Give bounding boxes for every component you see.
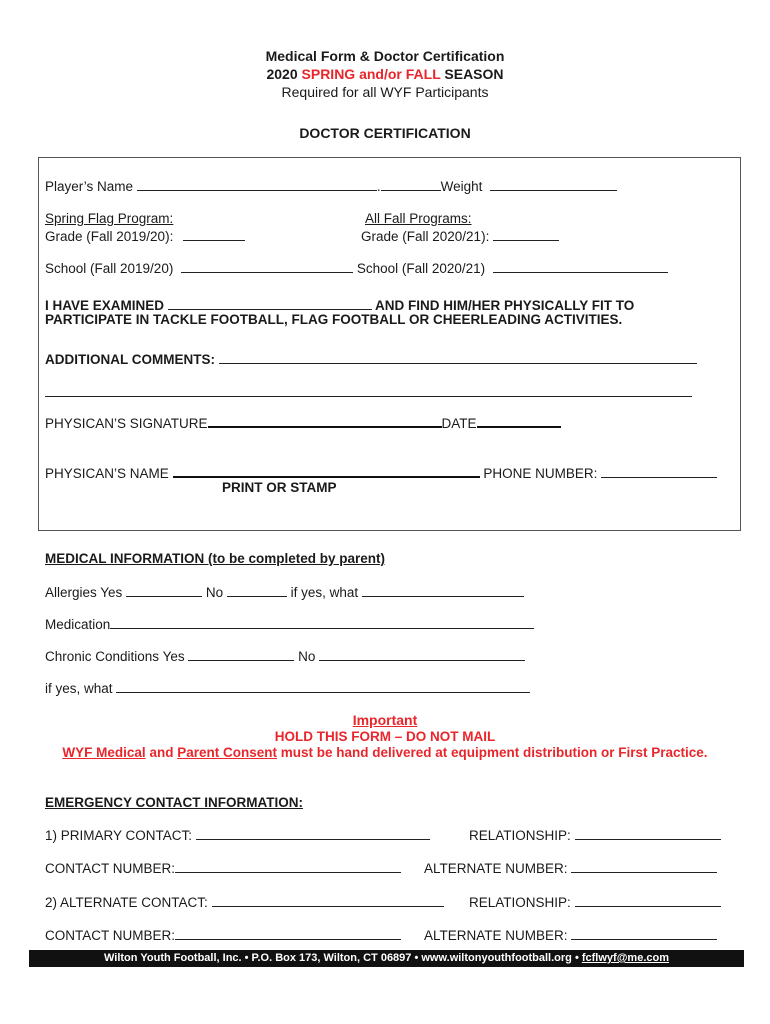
physician-name-label: PHYSICAN’S NAME [45, 466, 169, 481]
chronic-if-yes-row [45, 679, 530, 696]
weight-field[interactable] [490, 177, 617, 191]
print-or-stamp: PRINT OR STAMP [222, 480, 337, 495]
school-2-label: School (Fall 2020/21) [356, 261, 486, 276]
form-title: Medical Form & Doctor Certification [265, 48, 505, 64]
signature-label: PHYSICAN’S SIGNATURE [45, 416, 208, 431]
grade-spring-row [45, 227, 245, 244]
chronic-no-label: No [298, 649, 316, 664]
contact-number-1-label: CONTACT NUMBER: [45, 861, 176, 876]
examined-row [45, 296, 634, 313]
footer-bar [29, 950, 744, 967]
players-name-label: Player’s Name [45, 179, 134, 194]
phone-label: PHONE NUMBER: [483, 466, 598, 481]
parent-consent-text: Parent Consent [177, 745, 277, 760]
phone-field[interactable] [601, 464, 717, 478]
alternate-contact-row [45, 893, 444, 910]
medical-heading: MEDICAL INFORMATION (to be completed by parent) [45, 551, 386, 566]
allergies-no-label: No [205, 585, 224, 600]
hold-notice: HOLD THIS FORM – DO NOT MAIL [274, 729, 496, 744]
players-name-field[interactable] [137, 177, 377, 191]
date-label: DATE [441, 416, 477, 431]
grade-fall-field[interactable] [493, 227, 559, 241]
players-name-dot: . [376, 179, 381, 194]
school-1-field[interactable] [181, 259, 353, 273]
primary-contact-row [45, 826, 430, 843]
school-row [45, 259, 668, 276]
alternate-contact-label: 2) ALTERNATE CONTACT: [45, 895, 208, 910]
school-2-field[interactable] [493, 259, 668, 273]
examined-label-a: I HAVE EXAMINED [45, 298, 165, 313]
alternate-number-1-row [424, 859, 717, 876]
examined-label-b: AND FIND HIM/HER PHYSICALLY FIT TO [375, 298, 635, 313]
comments-row [45, 350, 697, 367]
grade-fall-row [361, 227, 559, 244]
season-prefix: 2020 [266, 66, 302, 82]
allergies-what-field[interactable] [362, 583, 524, 597]
relationship-2-field[interactable] [575, 893, 721, 907]
footer-email-link[interactable]: fcflwyf@me.com [581, 952, 669, 964]
grade-fall-label: Grade (Fall 2020/21): [361, 229, 490, 244]
signature-row [45, 413, 561, 431]
allergies-no-field[interactable] [227, 583, 287, 597]
contact-number-2-field[interactable] [175, 926, 401, 940]
emergency-heading: EMERGENCY CONTACT INFORMATION: [45, 795, 303, 810]
examined-label-c: PARTICIPATE IN TACKLE FOOTBALL, FLAG FOOTBALL OR CHEERLEADING ACTIVITIES. [45, 312, 623, 327]
relationship-1-row [469, 826, 721, 843]
chronic-no-field[interactable] [319, 647, 525, 661]
season-line [0, 66, 770, 82]
contact-number-2-row [45, 926, 401, 943]
footer-text: Wilton Youth Football, Inc. • P.O. Box 173, Wilton, CT 06897 • www.wiltonyouthfootball.org • [104, 952, 582, 964]
alternate-number-2-row [424, 926, 717, 943]
comments-field[interactable] [219, 350, 697, 364]
all-fall-label: All Fall Programs: [365, 211, 472, 226]
season-suffix: SEASON [440, 66, 504, 82]
relationship-1-label: RELATIONSHIP: [469, 828, 571, 843]
chronic-if-yes-label: if yes, what [45, 681, 113, 696]
grade-spring-field[interactable] [183, 227, 245, 241]
chronic-yes-field[interactable] [188, 647, 294, 661]
alternate-number-1-field[interactable] [571, 859, 717, 873]
contact-number-1-field[interactable] [175, 859, 401, 873]
alternate-contact-field[interactable] [212, 893, 444, 907]
wyf-medical-text: WYF Medical [62, 745, 146, 760]
relationship-2-row [469, 893, 721, 910]
required-note: Required for all WYF Participants [281, 84, 489, 100]
signature-field[interactable] [208, 413, 442, 428]
allergies-yes-field[interactable] [126, 583, 202, 597]
primary-contact-field[interactable] [196, 826, 430, 840]
primary-contact-label: 1) PRIMARY CONTACT: [45, 828, 193, 843]
season-highlight: SPRING and/or FALL [301, 66, 441, 82]
contact-number-2-label: CONTACT NUMBER: [45, 928, 176, 943]
physician-name-row [45, 463, 717, 481]
allergies-if-yes-label: if yes, what [290, 585, 359, 600]
chronic-yes-label: Chronic Conditions Yes [45, 649, 185, 664]
comments-row-2 [45, 383, 692, 400]
chronic-row [45, 647, 525, 664]
comments-label: ADDITIONAL COMMENTS: [45, 352, 215, 367]
comments-field-2[interactable] [45, 383, 692, 397]
medication-field[interactable] [110, 615, 534, 629]
medication-row [45, 615, 534, 632]
allergies-yes-label: Allergies Yes [45, 585, 123, 600]
chronic-if-yes-field[interactable] [116, 679, 530, 693]
grade-spring-label: Grade (Fall 2019/20): [45, 229, 174, 244]
alternate-number-2-field[interactable] [571, 926, 717, 940]
important-label: Important [352, 712, 418, 728]
contact-number-1-row [45, 859, 401, 876]
examined-field[interactable] [168, 296, 372, 310]
weight-label: Weight [440, 179, 483, 194]
spring-flag-label: Spring Flag Program: [45, 211, 174, 226]
delivery-notice [0, 745, 770, 760]
date-field[interactable] [477, 413, 561, 428]
delivery-rest-text: must be hand delivered at equipment distribution or First Practice. [276, 745, 708, 760]
school-1-label: School (Fall 2019/20) [45, 261, 174, 276]
players-name-row [45, 177, 617, 194]
doctor-cert-heading: DOCTOR CERTIFICATION [299, 125, 471, 141]
alternate-number-2-label: ALTERNATE NUMBER: [424, 928, 568, 943]
relationship-2-label: RELATIONSHIP: [469, 895, 571, 910]
allergies-row [45, 583, 524, 600]
physician-name-field[interactable] [173, 463, 480, 478]
players-name-field-2[interactable] [381, 177, 441, 191]
alternate-number-1-label: ALTERNATE NUMBER: [424, 861, 568, 876]
and-text: and [145, 745, 178, 760]
relationship-1-field[interactable] [575, 826, 721, 840]
medication-label: Medication [45, 617, 111, 632]
